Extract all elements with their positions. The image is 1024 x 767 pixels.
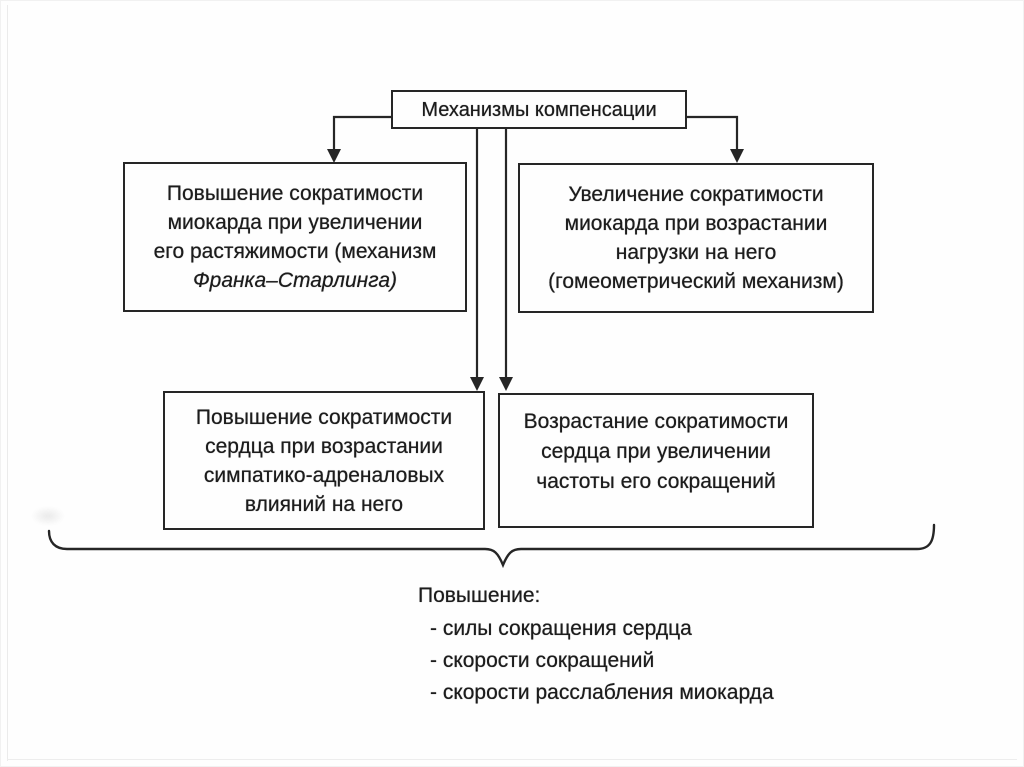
box-text-line: частоты его сокращений <box>536 470 776 493</box>
connector-left <box>334 117 391 150</box>
arrowhead-right-icon <box>730 149 744 163</box>
box-text-line: Возрастание сократимости <box>523 410 789 433</box>
connector-right <box>685 117 737 150</box>
box-text-line: Повышение сократимости <box>195 406 453 429</box>
box-homeometric-mechanism <box>518 163 874 313</box>
box-text-line: миокарда при увеличении <box>167 211 423 234</box>
box-text-line-italic: Франка–Старлинга) <box>192 269 398 292</box>
arrowhead-mid-left-icon <box>470 377 484 391</box>
page-edge-line <box>7 759 1017 760</box>
scan-smudge <box>31 506 65 526</box>
arrowhead-left-icon <box>327 149 341 163</box>
box-sympathoadrenal-influence <box>163 391 485 530</box>
box-heart-rate-increase <box>498 393 814 528</box>
box-text-line: миокарда при возрастании <box>564 212 828 235</box>
box-text-line: его растяжимости (механизм <box>153 240 437 263</box>
box-text-line: влияний на него <box>244 493 404 516</box>
box-text-line: нагрузки на него <box>615 241 777 264</box>
box-text-line: Увеличение сократимости <box>568 183 824 206</box>
summary-block <box>418 580 898 709</box>
box-title-label: Механизмы компенсации <box>421 98 657 121</box>
summary-item: - скорости расслабления миокарда <box>430 681 774 704</box>
curly-brace <box>49 525 934 565</box>
box-text-line: симпатико-адреналовых <box>203 464 445 487</box>
page-edge-line <box>7 5 8 761</box>
box-mechanisms-title <box>391 90 687 129</box>
box-text-line: Повышение сократимости <box>166 182 424 205</box>
summary-item: - скорости сокращений <box>430 649 655 672</box>
arrowhead-mid-right-icon <box>499 377 513 391</box>
box-frank-starling-mechanism <box>123 162 467 312</box>
box-text-line: сердца при увеличении <box>541 440 771 463</box>
summary-item: - силы сокращения сердца <box>430 617 692 640</box>
summary-heading: Повышение: <box>418 584 541 607</box>
box-text-line: сердца при возрастании <box>205 435 443 458</box>
box-text-line: (гомеометрический механизм) <box>548 270 844 293</box>
